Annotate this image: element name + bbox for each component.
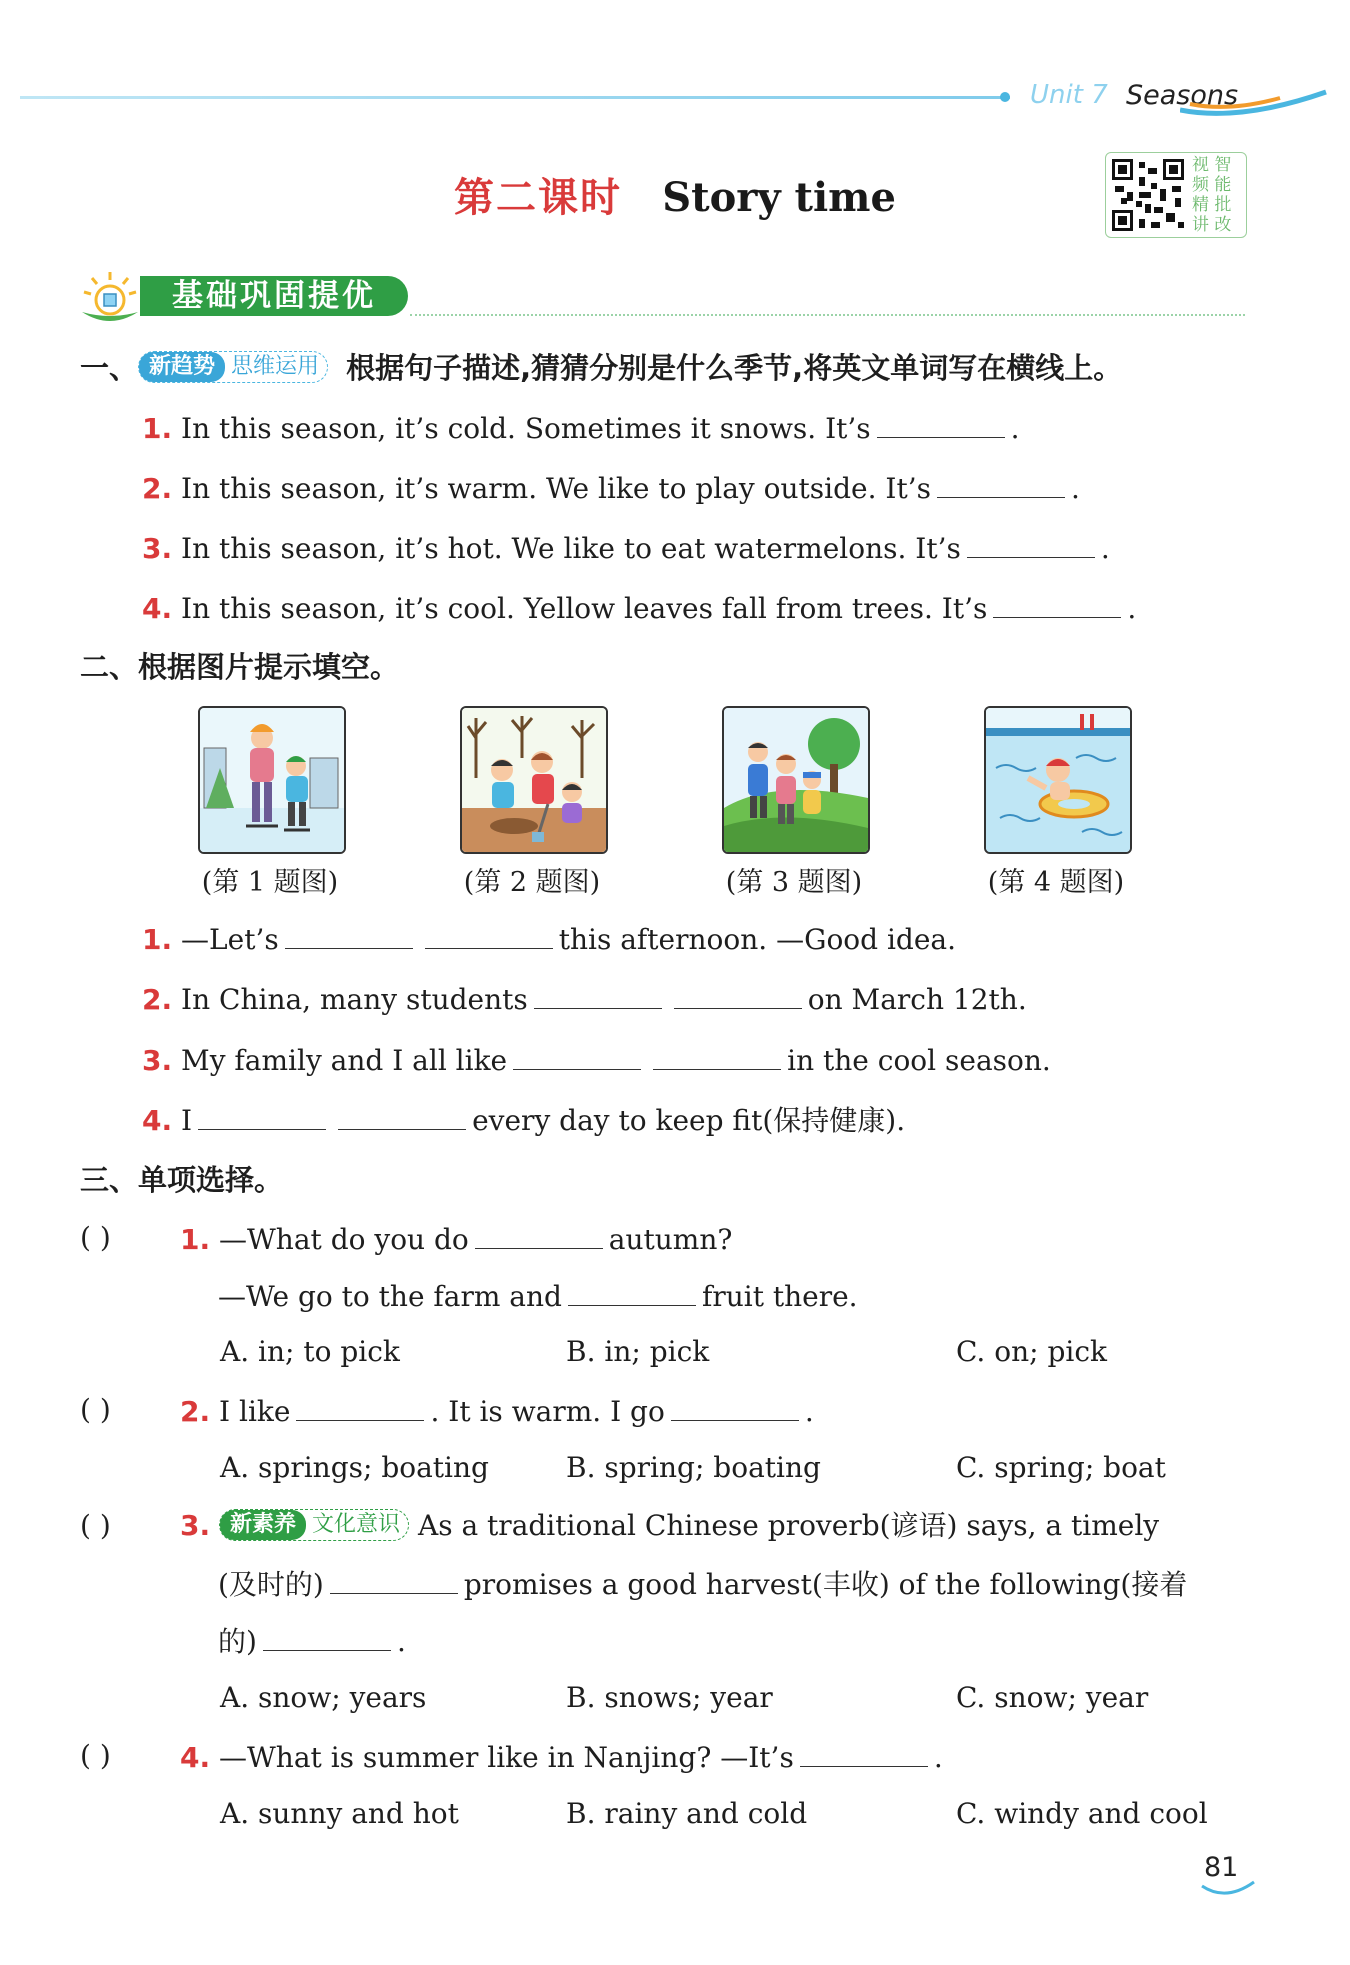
page-swoosh-icon <box>1200 1880 1256 1900</box>
page-number: 81 <box>1204 1852 1239 1883</box>
caption-1: (第 1 题图) <box>201 867 339 898</box>
s3-q3-line3: 的) . <box>218 1620 406 1662</box>
s2-item-4: 4. I every day to keep fit(保持健康). <box>142 1099 905 1141</box>
answer-blank[interactable] <box>653 1039 781 1070</box>
answer-paren-4[interactable]: ( ) <box>80 1739 111 1772</box>
s1-item-1: 1. In this season, it’s cold. Sometimes it snows. It’s . <box>142 407 1020 449</box>
picture-3 <box>722 706 870 854</box>
answer-blank[interactable] <box>425 918 553 949</box>
s3-q2-line: 2. I like . It is warm. I go . <box>180 1390 814 1432</box>
s2-item-2: 2. In China, many students on March 12th. <box>142 978 1027 1020</box>
s3-q1-line1: 1. —What do you do autumn? <box>180 1218 732 1260</box>
s1-item-2: 2. In this season, it’s warm. We like to play outside. It’s . <box>142 467 1080 509</box>
s2-item-3: 3. My family and I all like in the cool season. <box>142 1039 1051 1081</box>
picture-1 <box>198 706 346 854</box>
qr-code[interactable] <box>1105 152 1247 238</box>
s3-q2-option-c[interactable]: C. spring; boat <box>956 1451 1166 1484</box>
answer-blank[interactable] <box>671 1390 799 1421</box>
header-dot-icon <box>1000 92 1010 102</box>
caption-4: (第 4 题图) <box>987 867 1125 898</box>
section2-heading: 二、根据图片提示填空。 <box>80 650 400 684</box>
answer-blank[interactable] <box>674 978 802 1009</box>
picture-4 <box>984 706 1132 854</box>
swimming-icon <box>986 708 1130 852</box>
banner-title <box>140 276 408 316</box>
s3-q4-option-a[interactable]: A. sunny and hot <box>220 1797 459 1830</box>
caption-3: (第 3 题图) <box>725 867 863 898</box>
header-rule <box>20 96 1010 99</box>
s1-item-3: 3. In this season, it’s hot. We like to eat watermelons. It’s . <box>142 527 1110 569</box>
s3-q1-line2: —We go to the farm and fruit there. <box>218 1275 858 1317</box>
s1-item-4: 4. In this season, it’s cool. Yellow leaves fall from trees. It’s . <box>142 587 1136 629</box>
section1-tag: 新趋势 思维运用 <box>138 351 328 383</box>
banner-sun-icon <box>80 270 140 326</box>
s3-q1-option-a[interactable]: A. in; to pick <box>220 1335 400 1368</box>
answer-paren-1[interactable]: ( ) <box>80 1221 111 1254</box>
s3-q3-option-c[interactable]: C. snow; year <box>956 1681 1149 1714</box>
s3-q2-option-b[interactable]: B. spring; boating <box>566 1451 821 1484</box>
answer-blank[interactable] <box>568 1275 696 1306</box>
qr-code-icon <box>1109 156 1187 234</box>
lesson-title-cn: 第二课时 <box>454 174 623 221</box>
s3-q4-option-c[interactable]: C. windy and cool <box>956 1797 1208 1830</box>
unit-title: Seasons <box>1126 80 1239 111</box>
s3-q4-line: 4. —What is summer like in Nanjing? —It’s . <box>180 1736 943 1778</box>
answer-blank[interactable] <box>475 1218 603 1249</box>
s3-q3-option-b[interactable]: B. snows; year <box>566 1681 773 1714</box>
s3-q4-option-b[interactable]: B. rainy and cold <box>566 1797 808 1830</box>
answer-blank[interactable] <box>993 587 1121 618</box>
answer-blank[interactable] <box>263 1620 391 1651</box>
answer-blank[interactable] <box>338 1099 466 1130</box>
answer-paren-2[interactable]: ( ) <box>80 1393 111 1426</box>
answer-paren-3[interactable]: ( ) <box>80 1509 111 1542</box>
s3-q2-option-a[interactable]: A. springs; boating <box>220 1451 489 1484</box>
unit-label: Unit 7 <box>1030 80 1108 110</box>
answer-blank[interactable] <box>967 527 1095 558</box>
answer-blank[interactable] <box>296 1390 424 1421</box>
s3-q3-line1: 3. 新素养 文化意识 As a traditional Chinese proverb(谚语) says, a timely <box>180 1509 1160 1542</box>
qr-labels: 视 智 频 能 精 批 讲 改 <box>1192 155 1232 235</box>
section3-q3-tag: 新素养 文化意识 <box>219 1509 409 1541</box>
caption-2: (第 2 题图) <box>463 867 601 898</box>
s3-q1-option-c[interactable]: C. on; pick <box>956 1335 1107 1368</box>
answer-blank[interactable] <box>330 1563 458 1594</box>
answer-blank[interactable] <box>513 1039 641 1070</box>
s3-q1-option-b[interactable]: B. in; pick <box>566 1335 710 1368</box>
banner-title-text: 基础巩固提优 <box>172 278 376 314</box>
section1-instruction: 根据句子描述,猜猜分别是什么季节,将英文单词写在横线上。 <box>346 351 1123 385</box>
answer-blank[interactable] <box>285 918 413 949</box>
answer-blank[interactable] <box>937 467 1065 498</box>
header-swoosh-icon <box>1180 84 1330 124</box>
section1-heading: 一、 新趋势 思维运用 根据句子描述,猜猜分别是什么季节,将英文单词写在横线上。 <box>80 351 1123 385</box>
answer-blank[interactable] <box>198 1099 326 1130</box>
answer-blank[interactable] <box>534 978 662 1009</box>
planting-trees-icon <box>462 708 606 852</box>
ice-skating-icon <box>200 708 344 852</box>
s3-q3-option-a[interactable]: A. snow; years <box>220 1681 427 1714</box>
s3-q3-line2: (及时的) promises a good harvest(丰收) of the following(接着 <box>218 1563 1187 1605</box>
section3-heading: 三、单项选择。 <box>80 1163 284 1197</box>
s2-item-1: 1. —Let’s this afternoon. —Good idea. <box>142 918 956 960</box>
hiking-icon <box>724 708 868 852</box>
lesson-title-en: Story time <box>662 174 896 221</box>
picture-2 <box>460 706 608 854</box>
banner-dotted-rule <box>410 314 1245 316</box>
answer-blank[interactable] <box>800 1736 928 1767</box>
answer-blank[interactable] <box>877 407 1005 438</box>
